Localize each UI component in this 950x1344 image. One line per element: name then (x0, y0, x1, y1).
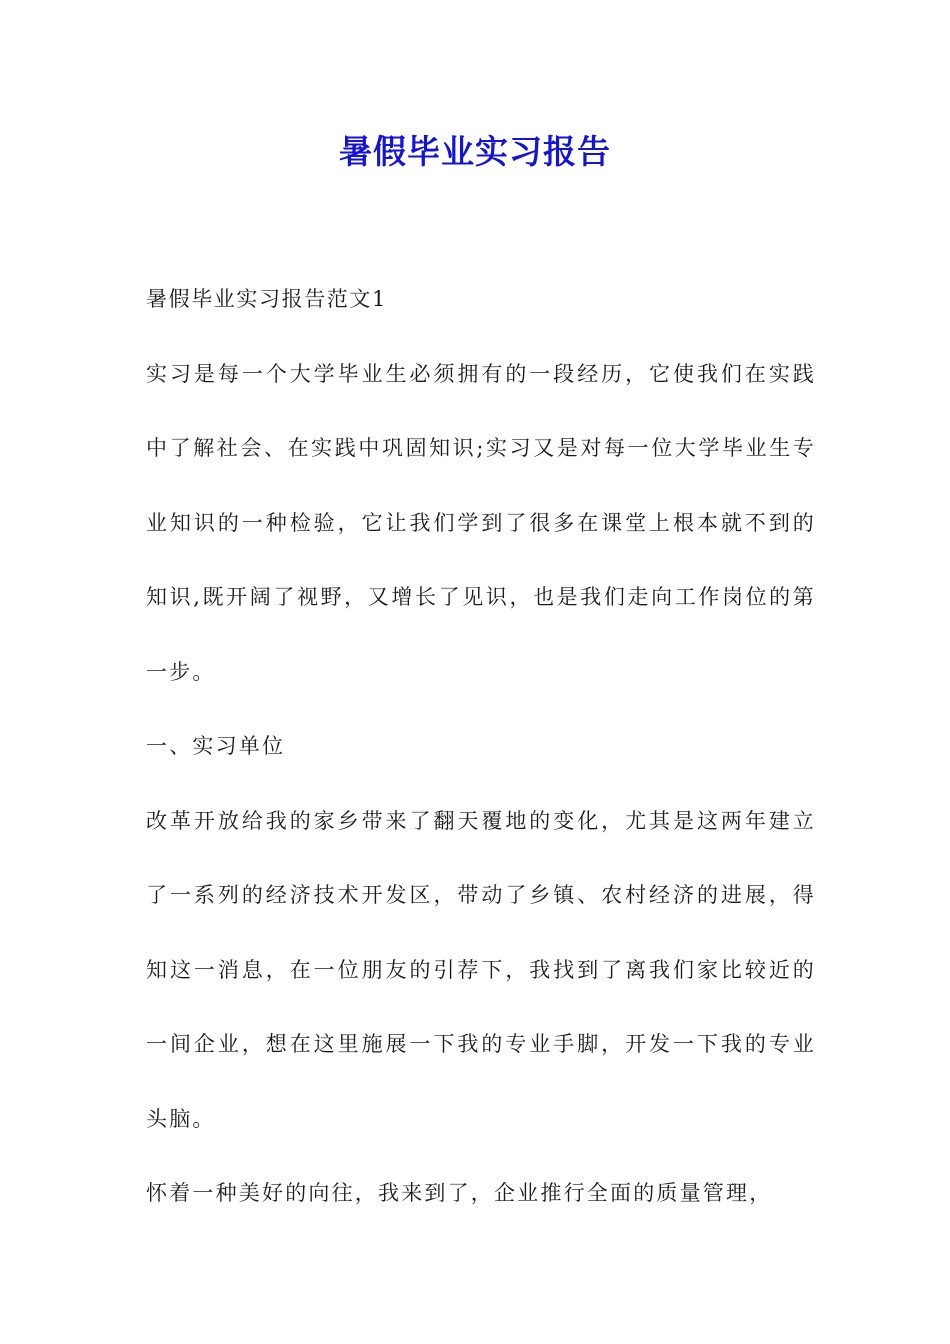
paragraph-hometown: 改革开放给我的家乡带来了翻天覆地的变化，尤其是这两年建立了一系列的经济技术开发区，带动了乡镇、农村经济的进展，得知这一消息，在一位朋友的引荐下，我找到了离我们家比较近的一间企业，想在这里施展一下我的专业手脚，开发一下我的专业头脑。 (146, 808, 816, 1131)
paragraph-arrival: 怀着一种美好的向往，我来到了，企业推行全面的质量管理， (146, 1181, 773, 1205)
document-title: 暑假毕业实习报告 (339, 132, 611, 171)
section-heading-internship-unit: 一、实习单位 (146, 734, 286, 758)
paragraph-intro: 实习是每一个大学毕业生必须拥有的一段经历，它使我们在实践中了解社会、在实践中巩固知识;实习又是对每一位大学毕业生专业知识的一种检验，它让我们学到了很多在课堂上根本就不到的知识,既开阔了视野，又增长了见识，也是我们走向工作岗位的第一步。 (146, 361, 816, 684)
section-subtitle: 暑假毕业实习报告范文1 (146, 287, 387, 311)
document-body (146, 262, 816, 1231)
